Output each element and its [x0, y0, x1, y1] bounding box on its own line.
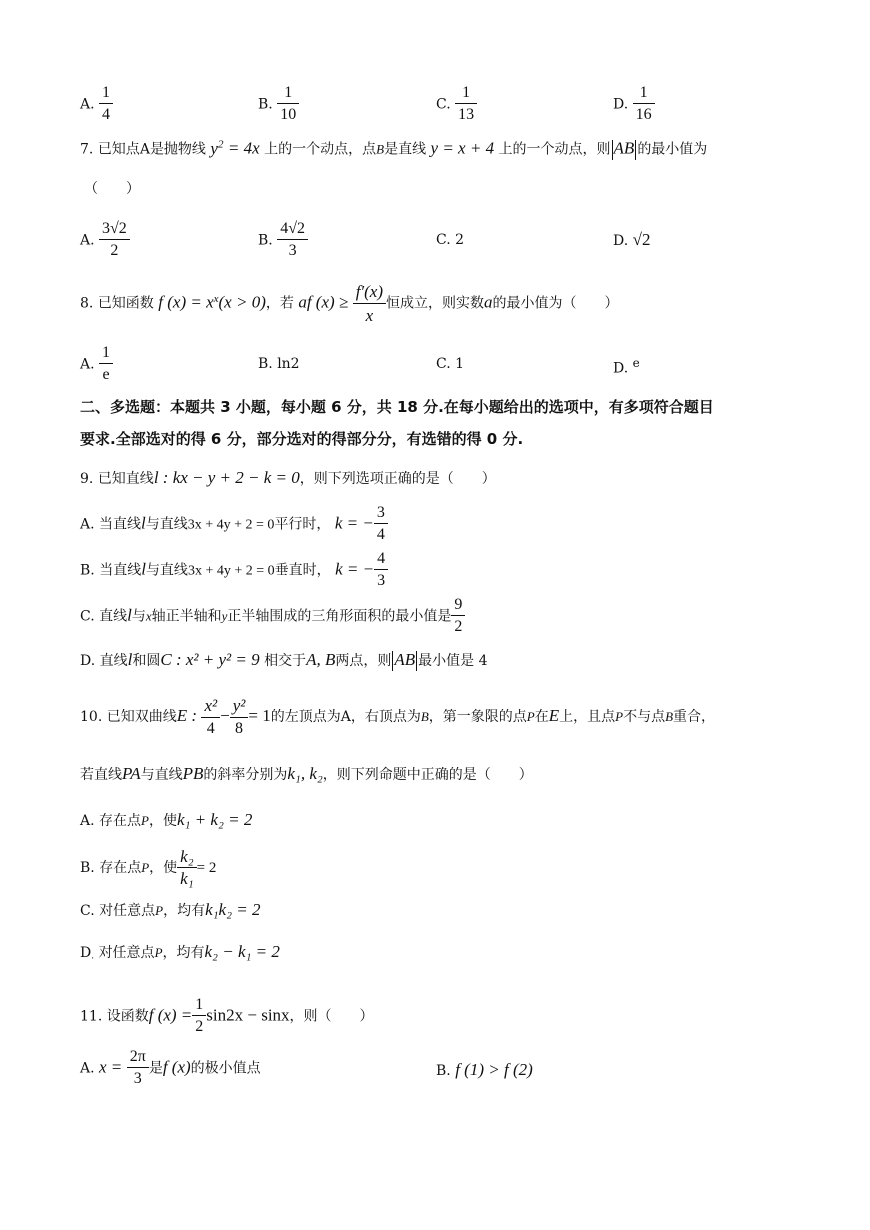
q10-option-c[interactable]: C. 对任意点P，均有k₁k₂ = 2	[80, 900, 261, 919]
q9-option-c[interactable]: C. 直线l与x轴正半轴和y正半轴围成的三角形面积的最小值是 $\frac{9}{2}$	[80, 596, 465, 637]
q10-option-b[interactable]: B. 存在点P，使 $\frac{\text{k₂}}{\text{k₁}}$ = 2	[80, 847, 217, 888]
q8-option-d[interactable]: D. e	[613, 356, 640, 377]
q6-option-a[interactable]: A. $\frac{1}{4}$	[80, 84, 113, 125]
section-heading-cont: 要求.全部选对的得 6 分，部分选对的得部分分，有选错的得 0 分.	[80, 430, 524, 448]
q8-option-c[interactable]: C. 1	[436, 356, 465, 372]
fraction: $\frac{3}{4}$	[374, 504, 388, 545]
q9-stem: 9. 已知直线l : kx − y + 2 − k = 0，则下列选项正确的是（ ）	[80, 468, 496, 487]
fraction: $\frac{2\pi}{3}$	[127, 1048, 149, 1089]
fraction: $\frac{3√2}{2}$	[99, 220, 130, 261]
fraction: $\frac{1}{4}$	[99, 84, 113, 125]
q9-option-b[interactable]: B. 当直线l与直线3x + 4y + 2 = 0垂直时， k = − $\frac{4}{3}$	[80, 550, 388, 591]
q7-option-c[interactable]: C. 2	[436, 232, 465, 248]
q6-option-d[interactable]: D. $\frac{1}{16}$	[613, 84, 655, 125]
fraction: $\frac{4√2}{3}$	[277, 220, 308, 261]
q7-answer-paren: （ ）	[84, 181, 140, 197]
q8-option-b[interactable]: B. ln2	[258, 356, 300, 372]
q7-option-b[interactable]: B. $\frac{4√2}{3}$	[258, 220, 308, 261]
fraction: $\frac{1}{2}$	[192, 996, 206, 1037]
q7-stem: 7. 已知点A是抛物线 $y^2 = 4x$ 上的一个动点，点B是直线 y = x + 4 上的一个动点，则 AB 的最小值为	[80, 138, 708, 158]
fraction: $\frac{9}{2}$	[451, 596, 465, 637]
q9-option-a[interactable]: A. 当直线l与直线3x + 4y + 2 = 0平行时， k = − $\frac{3}{4}$	[80, 504, 388, 545]
q11-stem: 11. 设函数f (x) = $\frac{1}{2}$ sin2x − sinx，则（ ）	[80, 996, 374, 1036]
fraction: $\frac{1}{10}$	[277, 84, 299, 125]
fraction: $\frac{1}{16}$	[633, 84, 655, 125]
q10-option-d[interactable]: $D_\cdot$ 对任意点P，均有k₂ − k₁ = 2	[80, 942, 280, 964]
q6-option-b[interactable]: B. $\frac{1}{10}$	[258, 84, 299, 125]
q7-option-d[interactable]: D. √2	[613, 230, 651, 249]
q9-option-d[interactable]: D. 直线l和圆C : x² + y² = 9 相交于A, B两点，则 AB 最小值是 4	[80, 650, 488, 669]
fraction: $\frac{4}{3}$	[374, 550, 388, 591]
q10-stem-cont: 若直线PA与直线PB的斜率分别为k₁, k₂，则下列命题中正确的是（ ）	[80, 764, 533, 783]
fraction: $\frac{\text{y²}}{8}$	[230, 696, 249, 738]
q8-option-a[interactable]: A. $\frac{1}{e}$	[80, 344, 113, 385]
q10-stem: 10. 已知双曲线E : $\frac{\text{x²}}{4}$ − $\frac{\text{y²}}{8}$ = 1的左顶点为A，右顶点为B，第一象限的点P在E上，且点P不与点B重合，	[80, 696, 716, 737]
fraction: $\frac{1}{e}$	[99, 344, 113, 385]
fraction: $\frac{\text{x²}}{4}$	[201, 696, 220, 738]
section-heading: 二、多选题：本题共 3 小题，每小题 6 分，共 18 分.在每小题给出的选项中，有多项符合题目	[80, 398, 714, 416]
q10-option-a[interactable]: A. 存在点P，使k₁ + k₂ = 2	[80, 810, 253, 829]
fraction: $\frac{\text{k₂}}{\text{k₁}}$	[177, 848, 196, 888]
fraction: $\frac{f'(x)}{x}$	[353, 282, 386, 325]
q8-stem: 8. 已知函数 f $(x) = x^x(x > 0)$，若 af (x) ≥ $\frac{f'(x)}{x}$ 恒成立，则实数a的最小值为（ ）	[80, 282, 619, 325]
fraction: $\frac{1}{13}$	[455, 84, 477, 125]
q11-option-a[interactable]: A. x = $\frac{2\pi}{3}$ 是f (x)的极小值点	[80, 1048, 261, 1088]
q6-option-c[interactable]: C. $\frac{1}{13}$	[436, 84, 477, 125]
q11-option-b[interactable]: B. f (1) > f (2)	[436, 1060, 533, 1079]
q7-option-a[interactable]: A. $\frac{3√2}{2}$	[80, 220, 130, 261]
